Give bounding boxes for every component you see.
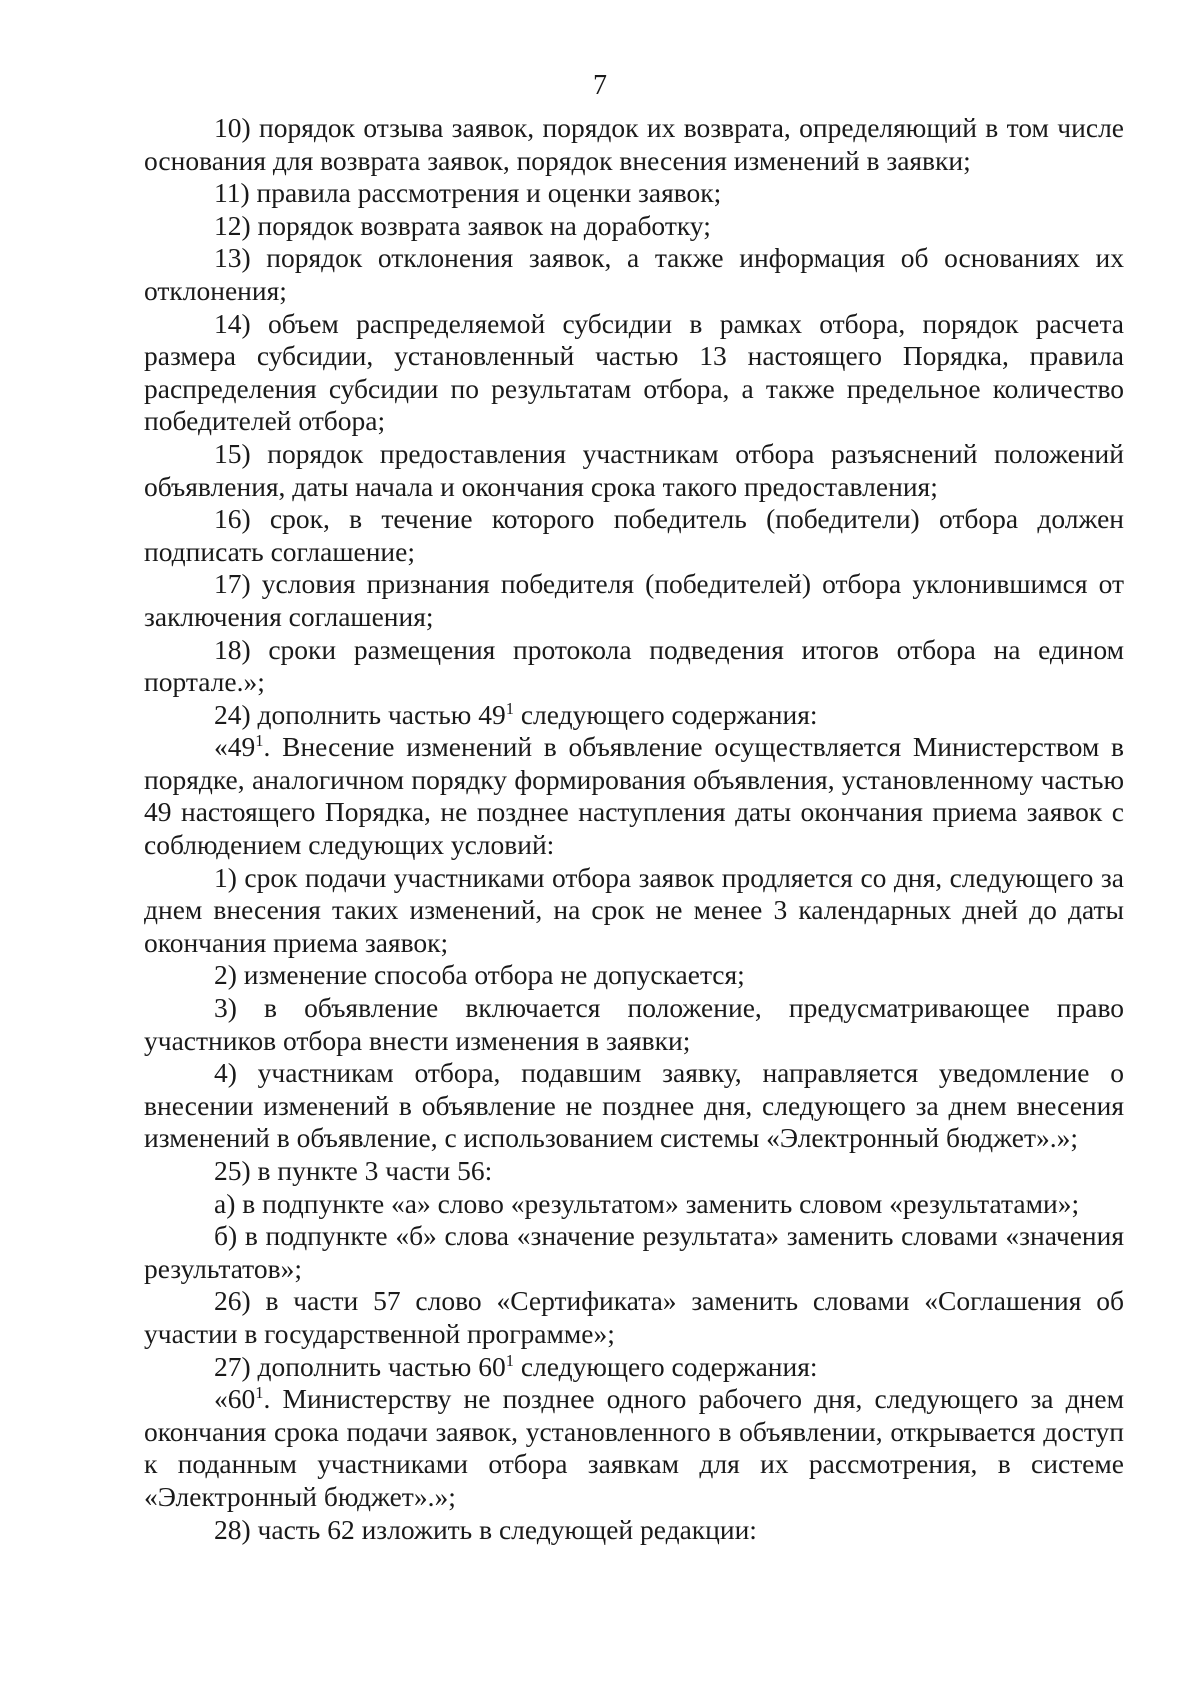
paragraph-amendment-27 <box>144 1351 1124 1384</box>
text-fragment: следующего содержания: <box>513 698 818 730</box>
paragraph-amendment-28: 28) часть 62 изложить в следующей редакции: <box>214 1513 757 1545</box>
text-fragment: . Министерству не позднее одного рабочего дня, следующего за днем окончания срока подачи заявок, установленного в объявлении, открывается доступ к поданным участниками отбора заявкам для их рассмотрения, в системе «Электронный бюджет».»; <box>144 1383 1124 1512</box>
text-fragment: 24) дополнить частью 49 <box>214 698 506 730</box>
paragraph-item-16: 16) срок, в течение которого победитель (победители) отбора должен подписать соглашение; <box>144 503 1124 567</box>
paragraph-condition-1: 1) срок подачи участниками отбора заявок продляется со дня, следующего за днем внесения таких изменений, на срок не менее 3 календарных дней до даты окончания приема заявок; <box>144 861 1124 958</box>
paragraph-item-11: 11) правила рассмотрения и оценки заявок; <box>214 177 722 209</box>
paragraph-item-14: 14) объем распределяемой субсидии в рамках отбора, порядок расчета размера субсидии, установленный частью 13 настоящего Порядка, правила распределения субсидии по результатам отбора, а также предельное количество победителей отбора; <box>144 307 1124 437</box>
paragraph-subitem-b: б) в подпункте «б» слова «значение результата» заменить словами «значения результатов»; <box>144 1220 1124 1284</box>
superscript-index: 1 <box>505 1350 514 1370</box>
paragraph-part-49-1 <box>144 731 1124 861</box>
paragraph-item-18: 18) сроки размещения протокола подведения итогов отбора на едином портале.»; <box>144 633 1124 698</box>
page-number: 7 <box>593 70 607 101</box>
superscript-index: 1 <box>505 698 514 718</box>
text-fragment: «49 <box>214 731 256 763</box>
document-body <box>144 112 1124 1546</box>
text-fragment: . Внесение изменений в объявление осуществляется Министерством в порядке, аналогичном порядку формирования объявления, установленному частью 49 настоящего Порядка, не позднее наступления даты окончания приема заявок с соблюдением следующих условий: <box>144 731 1124 861</box>
paragraph-item-10: 10) порядок отзыва заявок, порядок их возврата, определяющий в том числе основания для возврата заявок, порядок внесения изменений в заявки; <box>144 112 1124 176</box>
paragraph-condition-2: 2) изменение способа отбора не допускается; <box>214 959 745 991</box>
superscript-index: 1 <box>255 1383 264 1403</box>
superscript-index: 1 <box>255 731 264 751</box>
paragraph-part-60-1 <box>144 1383 1124 1513</box>
paragraph-item-13: 13) порядок отклонения заявок, а также информация об основаниях их отклонения; <box>144 242 1124 306</box>
paragraph-item-12: 12) порядок возврата заявок на доработку; <box>214 209 711 241</box>
paragraph-amendment-24 <box>144 699 1124 732</box>
paragraph-amendment-25: 25) в пункте 3 части 56: <box>214 1155 493 1186</box>
paragraph-condition-3: 3) в объявление включается положение, предусматривающее право участников отбора внести изменения в заявки; <box>144 992 1124 1056</box>
paragraph-item-17: 17) условия признания победителя (победителей) отбора уклонившимся от заключения соглашения; <box>144 568 1124 632</box>
text-fragment: 27) дополнить частью 60 <box>214 1350 506 1382</box>
paragraph-item-15: 15) порядок предоставления участникам отбора разъяснений положений объявления, даты начала и окончания срока такого предоставления; <box>144 437 1124 502</box>
paragraph-condition-4: 4) участникам отбора, подавшим заявку, направляется уведомление о внесении изменений в объявление не позднее дня, следующего за днем внесения изменений в объявление, с использованием системы «Электронный бюджет».»; <box>144 1057 1124 1154</box>
paragraph-subitem-a: а) в подпункте «а» слово «результатом» заменить словом «результатами»; <box>214 1187 1080 1219</box>
text-fragment: следующего содержания: <box>513 1350 818 1382</box>
paragraph-amendment-26: 26) в части 57 слово «Сертификата» заменить словами «Соглашения об участии в государственной программе»; <box>144 1285 1124 1349</box>
text-fragment: «60 <box>214 1383 256 1415</box>
